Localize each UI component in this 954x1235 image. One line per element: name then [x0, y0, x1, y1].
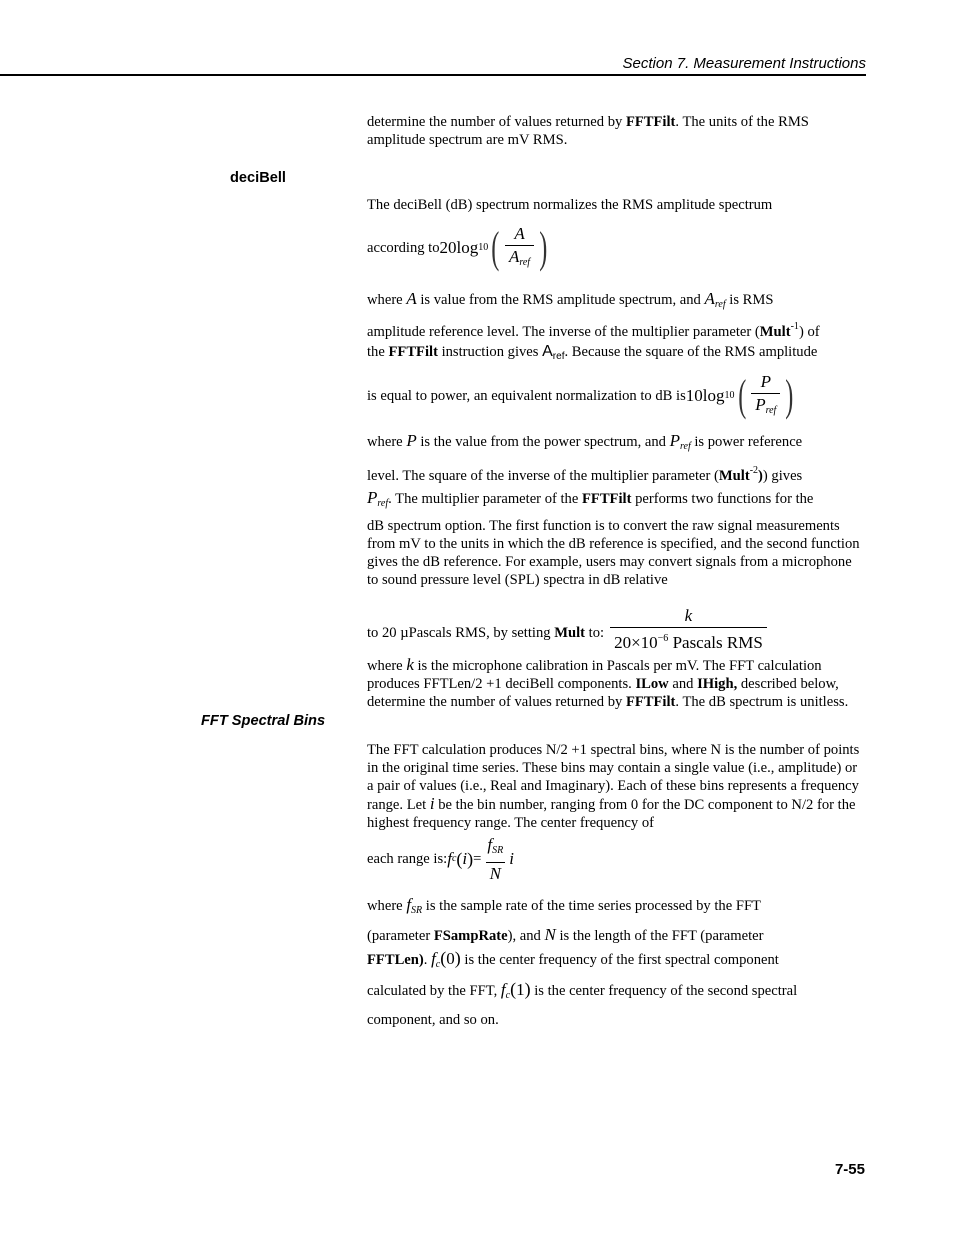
section-heading-fft-bins: FFT Spectral Bins [201, 713, 326, 729]
intro-paragraph: determine the number of values returned by FFTFilt. The units of the RMS amplitude spectrum are mV RMS. [367, 114, 809, 148]
decibell-body: The deciBell (dB) spectrum normalizes the RMS amplitude spectrum according to 20log 10 ( $\frac{A}{A_{ref}}$ ) where A is value from the RMS amplitude spectrum, and $A_{ref}$ is RMS amplitude reference level. The inverse of the multiplier parameter (Mult$^{-1}$) of the FFTFilt instruction gives $A_{ref}$. Because the square of the RMS amplitude is equal to power, an equivalent normalization to dB is 10log 10 ( $\frac{P}{P_{ref}}$ ) where P is the value from the power spectrum, and $P_{ref}$ is power reference level. The square of the inverse of the multiplier parameter (Mult$^{-2}$)) gives $P_{ref}$. The multiplier parameter of the FFTFilt performs two functions for the dB spectrum option. The first function is to convert the raw signal measurements from mV to the units in which the dB reference is specified, and the second function gives the dB reference. For example, users may convert signals from a microphone to sound pressure level (SPL) spectra in dB relative to 20 µPascals RMS, by setting Mult to: $\frac{k}{20\times 10^{-6} Pascals RMS}$ where k is the microphone calibration in Pascals per mV. The FFT calculation produces FFTLen/2 +1 deciBell components. ILow and IHigh, described below, determine the number of values returned by FFTFilt. The dB spectrum is unitless. [367, 196, 865, 711]
formula-db-amplitude: according to 20log 10 ( $\frac{A}{A_{ref}}$ ) [367, 223, 548, 272]
decibell-p1: The deciBell (dB) spectrum normalizes the RMS amplitude spectrum [367, 197, 773, 213]
fft-bins-body: The FFT calculation produces N/2 +1 spectral bins, where N is the number of points in the original time series. These bins may contain a single value (i.e., amplitude) or a pair of values (i.e., Real and Imaginary). Each of these bins represents a frequency range. Let i be the bin number, ranging from 0 for the DC component to N/2 for the highest frequency range. The center frequency of each range is: f c ( i ) = $\frac{f_{SR}}{N}$ i where $f_{SR}$ is the sample rate of the time series processed by the FFT (parameter FSampRate), and N is the length of the FFT (parameter FFTLen). $f_c(0)$ is the center frequency of the first spectral component calculated by the FFT, $f_c(1)$ is the center frequency of the second spectral component, and so on. [367, 741, 865, 1029]
formula-center-frequency: each range is: f c ( i ) = $\frac{f_{SR}}{N}$ i [367, 834, 514, 883]
section-heading-decibell: deciBell [230, 170, 286, 186]
formula-mult: to 20 µPascals RMS, by setting Mult to: $\frac{k}{20\times 10^{-6} Pascals RMS}$ [367, 593, 865, 642]
running-header: Section 7. Measurement Instructions [622, 55, 866, 72]
header-rule [0, 74, 866, 76]
formula-db-power: is equal to power, an equivalent normalization to dB is 10log 10 ( $\frac{P}{P_{ref}}$ ) [367, 371, 794, 420]
page-number: 7-55 [834, 1161, 865, 1178]
